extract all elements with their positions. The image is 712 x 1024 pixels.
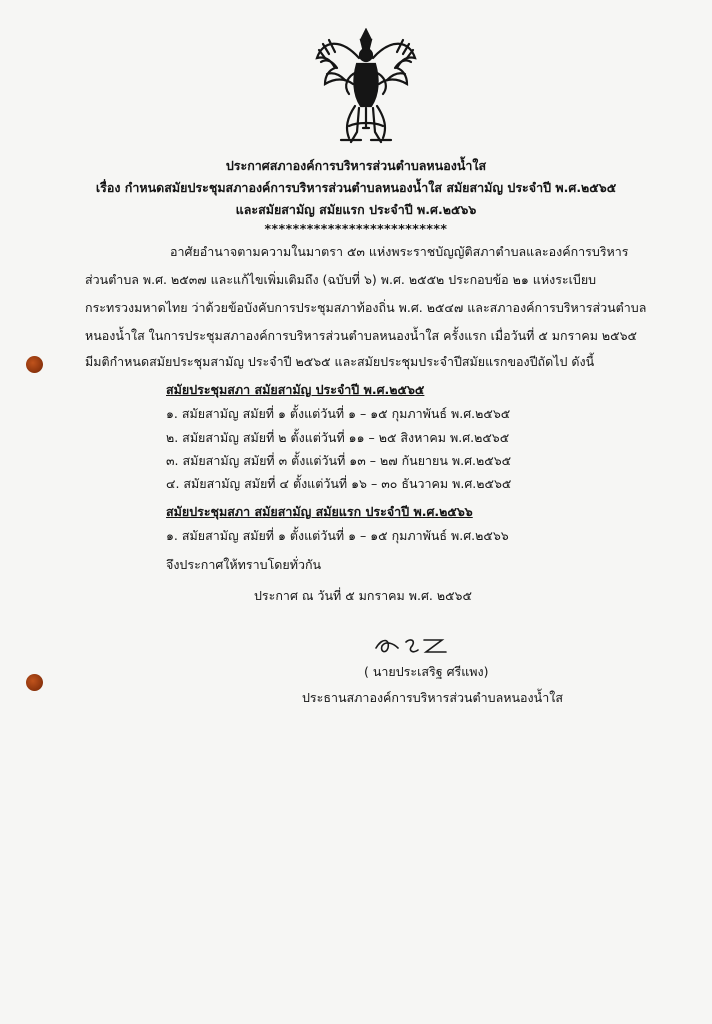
section-2-item-1: ๑. สมัยสามัญ สมัยที่ ๑ ตั้งแต่วันที่ ๑ – ๑๕ กุมภาพันธ์ พ.ศ.๒๕๖๖ <box>166 528 509 543</box>
body-line-2: ส่วนตำบล พ.ศ. ๒๕๓๗ และแก้ไขเพิ่มเติมถึง (ฉบับที่ ๖) พ.ศ. ๒๕๕๒ ประกอบข้อ ๒๑ แห่งระเบียบ <box>85 272 597 287</box>
punch-hole-bottom <box>26 674 43 691</box>
garuda-emblem-icon <box>311 28 421 148</box>
section-1-item-4: ๔. สมัยสามัญ สมัยที่ ๔ ตั้งแต่วันที่ ๑๖ – ๓๐ ธันวาคม พ.ศ.๒๕๖๕ <box>166 476 512 491</box>
body-line-1: อาศัยอำนาจตามความในมาตรา ๕๓ แห่งพระราชบัญญัติสภาตำบลและองค์การบริหาร <box>170 244 629 259</box>
subject-line-cont: และสมัยสามัญ สมัยแรก ประจำปี พ.ศ.๒๕๖๖ <box>235 202 477 217</box>
section-2-heading: สมัยประชุมสภา สมัยสามัญ สมัยแรก ประจำปี พ.ศ.๒๕๖๖ <box>166 504 473 519</box>
section-1-item-3: ๓. สมัยสามัญ สมัยที่ ๓ ตั้งแต่วันที่ ๑๓ – ๒๗ กันยายน พ.ศ.๒๕๖๕ <box>166 453 512 468</box>
signer-name: ( นายประเสริฐ ศรีแพง) <box>364 664 489 679</box>
body-line-3: กระทรวงมหาดไทย ว่าด้วยข้อบังคับการประชุมสภาท้องถิ่น พ.ศ. ๒๕๔๗ และสภาองค์การบริหารส่วนตำบล <box>85 300 647 315</box>
punch-hole-top <box>26 356 43 373</box>
subject-line: เรื่อง กำหนดสมัยประชุมสภาองค์การบริหารส่วนตำบลหนองน้ำใส สมัยสามัญ ประจำปี พ.ศ.๒๕๖๕ <box>95 180 617 195</box>
signer-title: ประธานสภาองค์การบริหารส่วนตำบลหนองน้ำใส <box>302 690 563 705</box>
org-title: ประกาศสภาองค์การบริหารส่วนตำบลหนองน้ำใส <box>225 158 487 173</box>
section-1-item-2: ๒. สมัยสามัญ สมัยที่ ๒ ตั้งแต่วันที่ ๑๑ – ๒๕ สิงหาคม พ.ศ.๒๕๖๕ <box>166 430 510 445</box>
body-line-5: มีมติกำหนดสมัยประชุมสามัญ ประจำปี ๒๕๖๕ และสมัยประชุมประจำปีสมัยแรกของปีถัดไป ดังนี้ <box>85 354 595 369</box>
signature-mark <box>372 634 452 658</box>
section-1-heading: สมัยประชุมสภา สมัยสามัญ ประจำปี พ.ศ.๒๕๖๕ <box>166 382 425 397</box>
body-line-4: หนองน้ำใส ในการประชุมสภาองค์การบริหารส่วนตำบลหนองน้ำใส ครั้งแรก เมื่อวันที่ ๕ มกราคม ๒๕๖๕ <box>85 328 638 343</box>
announce-date: ประกาศ ณ วันที่ ๕ มกราคม พ.ศ. ๒๕๖๕ <box>254 588 472 603</box>
stars-divider: ************************** <box>264 221 448 236</box>
section-1-item-1: ๑. สมัยสามัญ สมัยที่ ๑ ตั้งแต่วันที่ ๑ – ๑๕ กุมภาพันธ์ พ.ศ.๒๕๖๕ <box>166 406 511 421</box>
announce-text: จึงประกาศให้ทราบโดยทั่วกัน <box>166 557 322 572</box>
